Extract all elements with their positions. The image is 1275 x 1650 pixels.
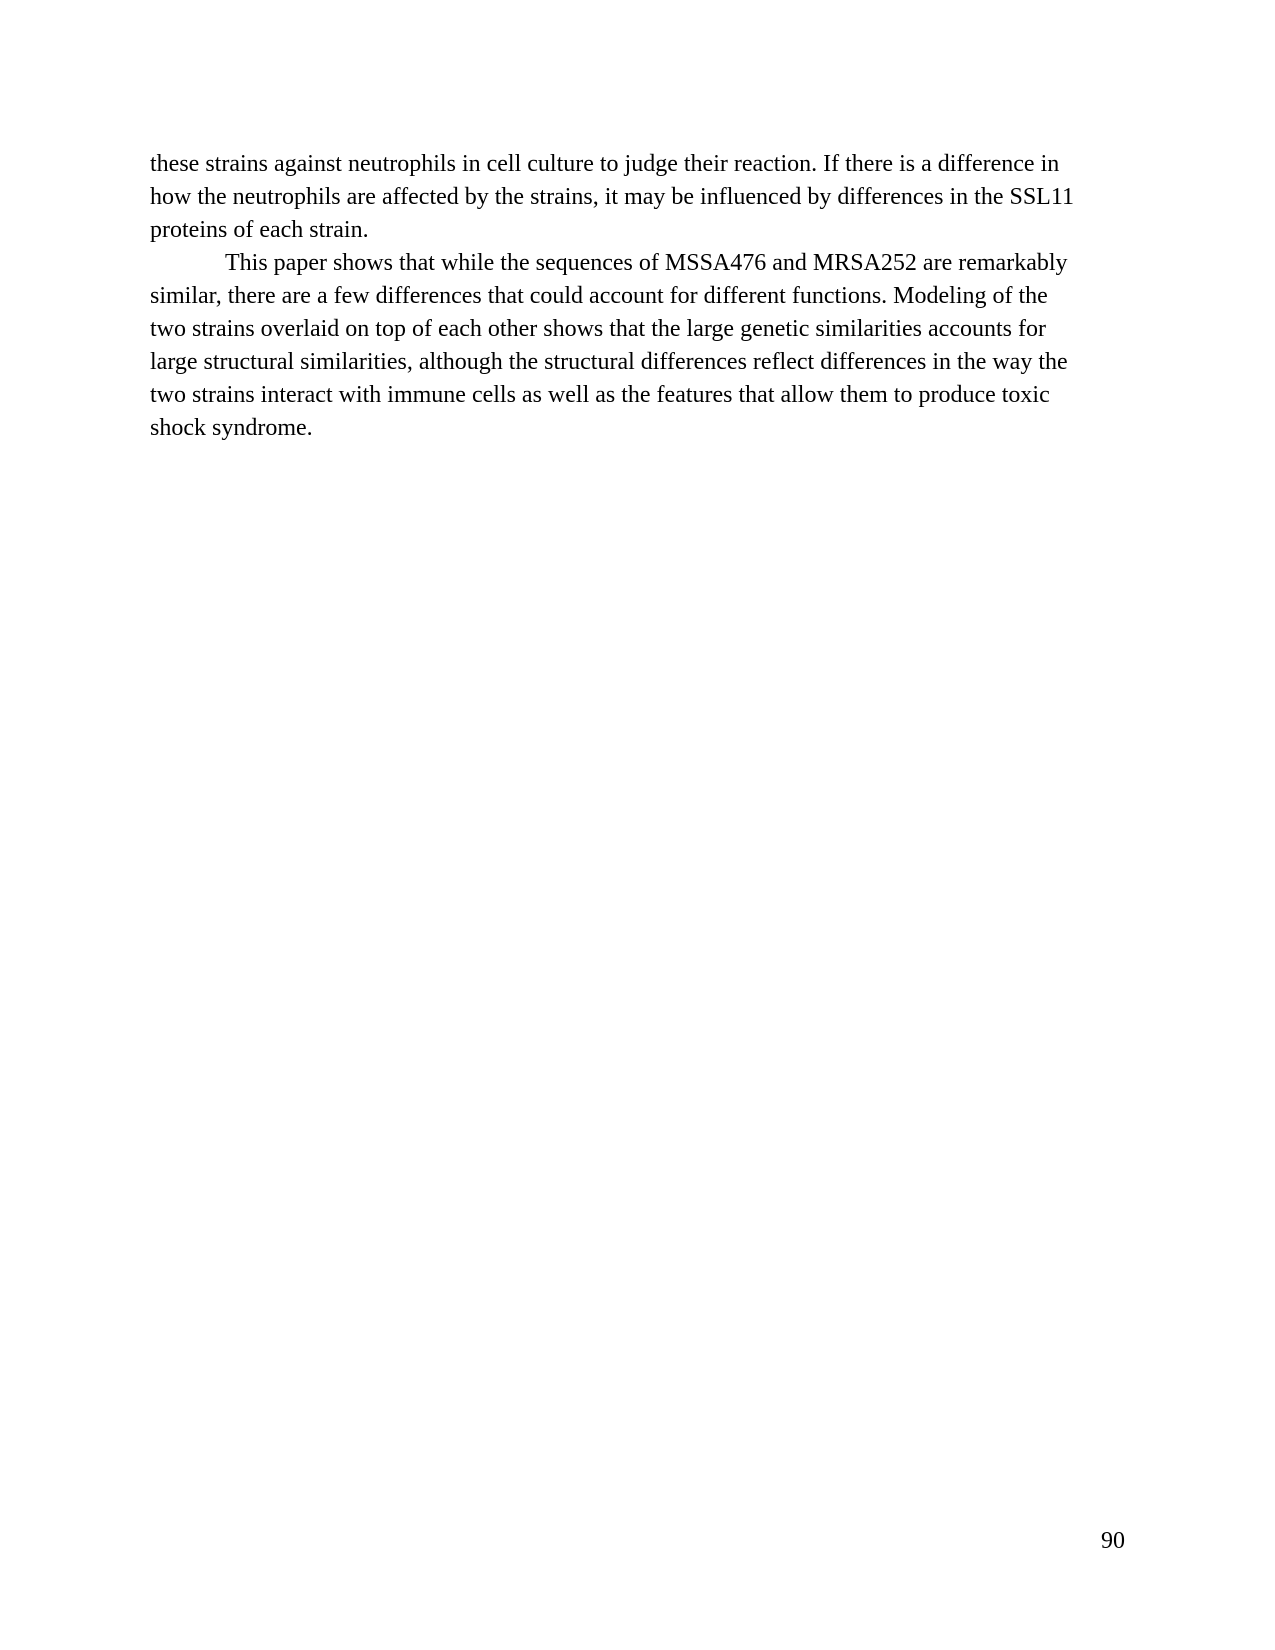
paragraph-1 xyxy=(150,148,1125,247)
text-line: how the neutrophils are affected by the strains, it may be influenced by differences in the SSL11 xyxy=(150,184,1074,210)
text-line: two strains overlaid on top of each other shows that the large genetic similarities accounts for xyxy=(150,316,1046,342)
page-number: 90 xyxy=(1101,1528,1125,1554)
text-line: large structural similarities, although the structural differences reflect differences in the way the xyxy=(150,349,1068,375)
paragraph-2 xyxy=(150,247,1125,445)
text-line: two strains interact with immune cells as well as the features that allow them to produce toxic xyxy=(150,382,1050,408)
text-line: these strains against neutrophils in cell culture to judge their reaction. If there is a difference in xyxy=(150,151,1060,177)
text-line: shock syndrome. xyxy=(150,415,313,441)
body-text xyxy=(150,148,1125,445)
text-line: This paper shows that while the sequences of MSSA476 and MRSA252 are remarkably xyxy=(225,250,1068,276)
text-line: similar, there are a few differences that could account for different functions. Modeling of the xyxy=(150,283,1048,309)
text-line: proteins of each strain. xyxy=(150,217,369,243)
